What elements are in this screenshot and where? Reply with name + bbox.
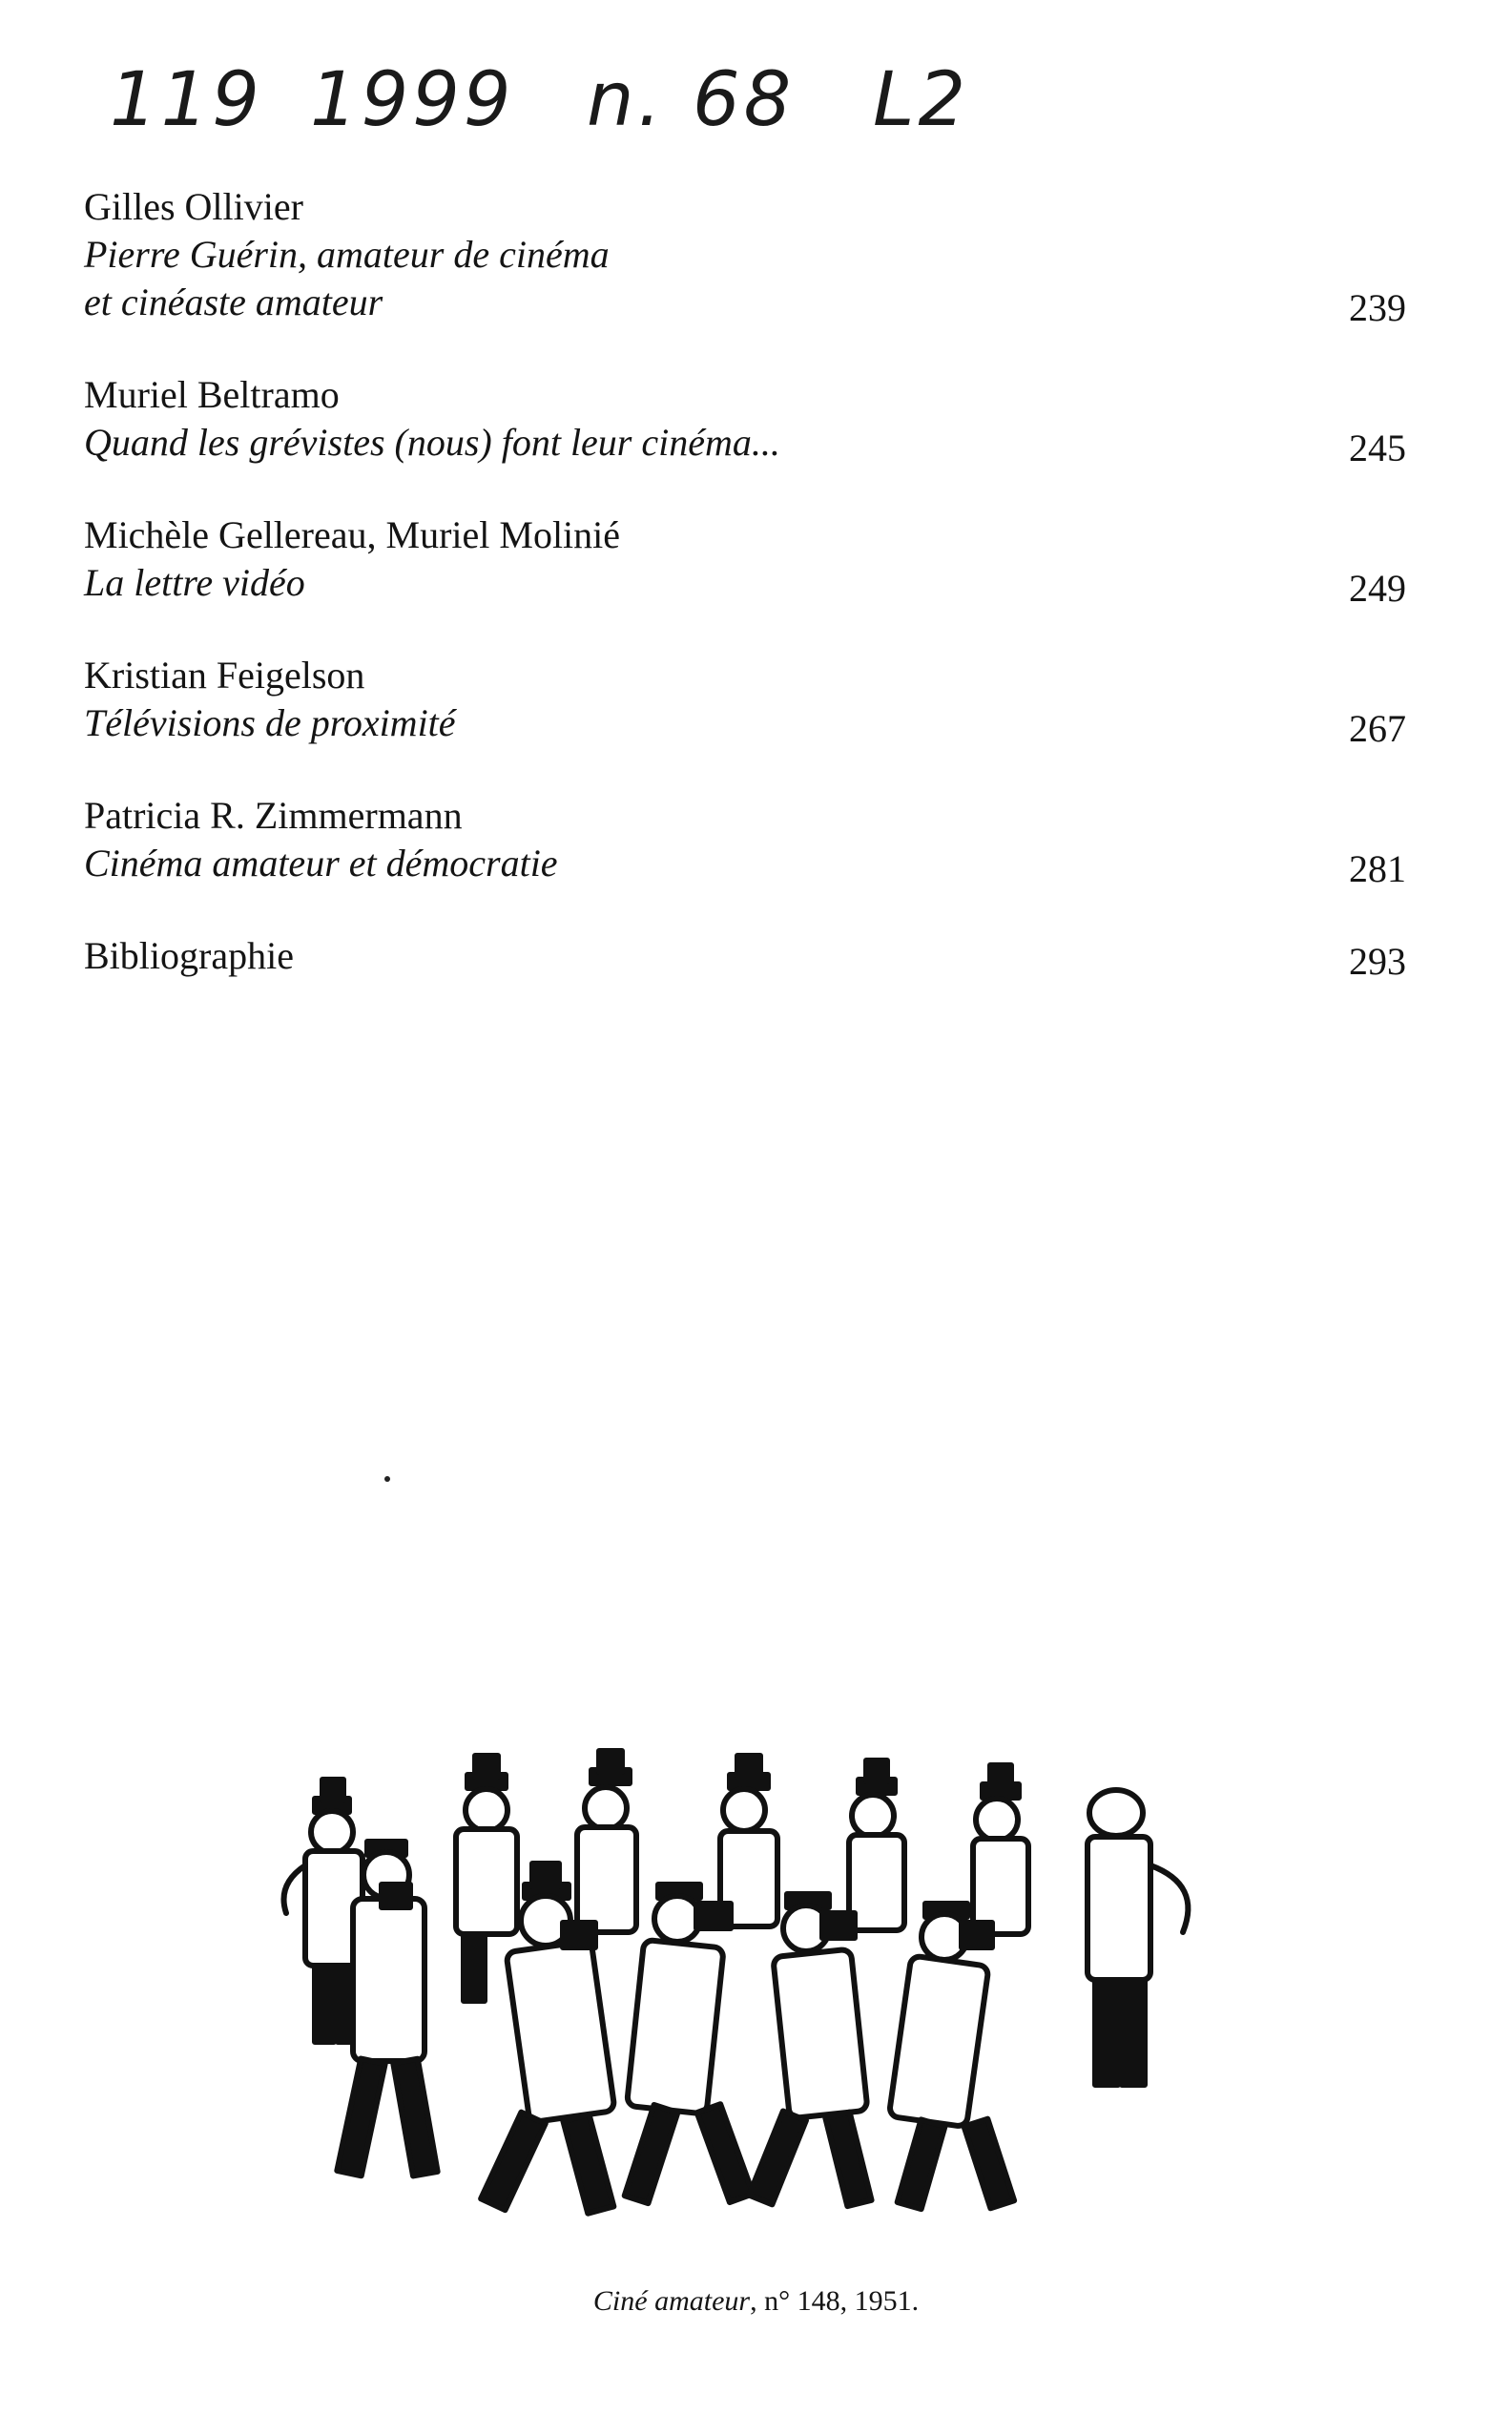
toc-page-number: 239 <box>1349 286 1406 329</box>
toc-page-number: 245 <box>1349 427 1406 469</box>
caption-source: Ciné amateur <box>592 2285 751 2317</box>
caption-details: , n° 148, 1951. <box>750 2285 920 2317</box>
toc-page-number: 249 <box>1349 567 1406 610</box>
toc-entry <box>84 932 1406 983</box>
cameraman-figure <box>973 1765 1028 1934</box>
toc-page-number: 267 <box>1349 707 1406 750</box>
handwritten-part: L2 <box>873 57 970 143</box>
toc-author: Muriel Beltramo <box>84 373 340 416</box>
cameraman-figure <box>849 1760 904 1930</box>
scan-speck <box>384 1476 390 1482</box>
toc-entry <box>84 792 1406 890</box>
toc-author: Michèle Gellereau, Muriel Molinié <box>84 513 621 556</box>
toc-title: Pierre Guérin, amateur de cinéma <box>84 233 610 276</box>
toc-author: Bibliographie <box>84 934 294 977</box>
cameraman-figure <box>889 1904 1014 2209</box>
handwritten-part: n. 68 <box>587 57 796 143</box>
cameraman-figure <box>577 1751 636 1932</box>
cameraman-figure <box>749 1894 871 2206</box>
handwritten-shelfmark <box>110 57 1064 172</box>
toc-author: Patricia R. Zimmermann <box>84 794 463 837</box>
toc-page-number: 293 <box>1349 940 1406 983</box>
toc-entry <box>84 183 1406 329</box>
toc-entry <box>84 371 1406 467</box>
toc-author: Gilles Ollivier <box>84 185 303 228</box>
toc-entry <box>84 511 1406 610</box>
toc-title: Télévisions de proximité <box>84 701 456 744</box>
illustration-caption <box>0 2282 1512 2321</box>
toc-entry <box>84 652 1406 750</box>
toc-title: Cinéma amateur et démocratie <box>84 842 558 885</box>
cameraman-figure <box>1087 1790 1188 2085</box>
cameramen-crowd-illustration-icon <box>277 1741 1221 2228</box>
handwritten-part: 1999 <box>310 57 515 143</box>
handwritten-part: 119 <box>110 57 263 143</box>
cameraman-figure <box>625 1884 754 2203</box>
toc-author: Kristian Feigelson <box>84 654 365 697</box>
toc-page-number: 281 <box>1349 847 1406 890</box>
toc-title: Quand les grévistes (nous) font leur cinéma... <box>84 421 780 464</box>
toc-title: et cinéaste amateur <box>84 281 383 323</box>
table-of-contents <box>84 183 1406 1025</box>
toc-title: La lettre vidéo <box>84 561 305 604</box>
